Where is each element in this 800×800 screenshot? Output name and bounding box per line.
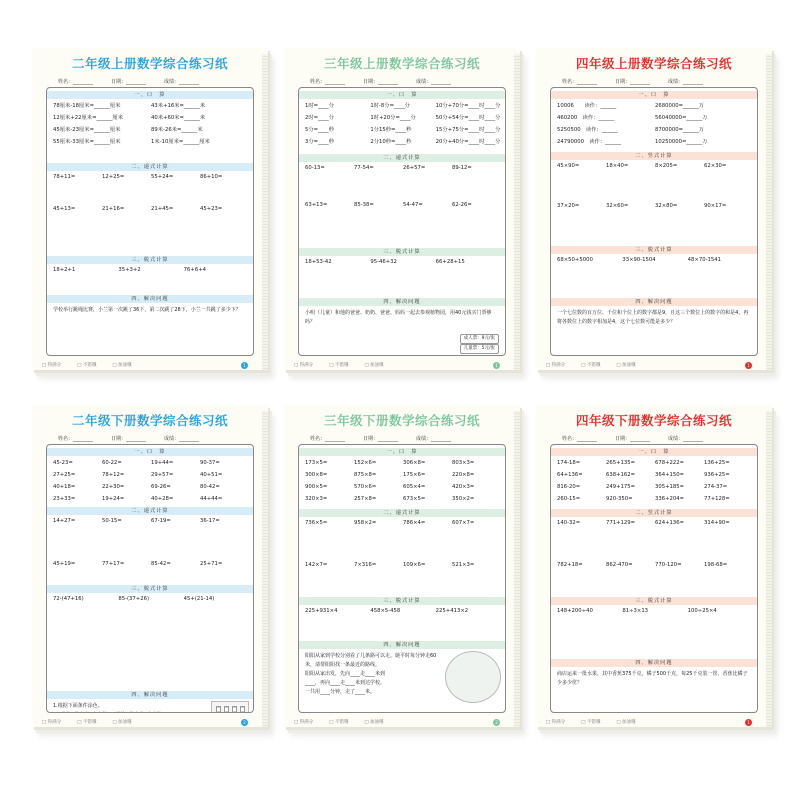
section-header: 四、解决问题 [551, 659, 757, 667]
worksheet-title: 二年级上册数学综合练习纸 [71, 56, 228, 71]
exercise-item: 900×5= [305, 484, 328, 490]
exercise-grid [53, 458, 249, 506]
section-header: 一、口 算 [47, 91, 253, 99]
exercise-panel [46, 444, 254, 713]
date-field[interactable]: 日期：________ [615, 79, 651, 85]
chart-column [224, 706, 229, 713]
page-number: 2 [241, 719, 248, 726]
rating-footer [42, 362, 132, 368]
exercise-item: 37×20= [557, 203, 580, 209]
exercise-item: 35+3+2 [118, 267, 141, 273]
exercise-item: 875×8= [354, 472, 377, 478]
exercise-item: 62×30= [704, 163, 727, 169]
exercise-item: 89-12= [452, 165, 472, 171]
exercise-item: 45厘米-23厘米=______厘米 [53, 127, 121, 133]
page-number: 1 [745, 719, 752, 726]
section-header: 三、脱式计算 [551, 597, 757, 605]
exercise-grid [557, 101, 753, 149]
exercise-item: 21+45= [151, 206, 174, 212]
exercise-item: 85-(37+26) [118, 596, 150, 602]
section-header: 二、递式计算 [47, 163, 253, 171]
exercise-item: 24790000 读作：______ [557, 139, 622, 145]
exercise-item: 76+6+4 [183, 267, 207, 273]
page-number: 1 [493, 362, 500, 369]
chart-column [240, 706, 245, 713]
bar-chart-figure [211, 701, 249, 713]
word-problem: 小明（儿童）和他的爸爸、奶奶、爸爸、妈妈一起去参观植物园，用40元钱买门票够吗？ [305, 310, 492, 325]
worksheet-s4 [32, 405, 268, 727]
student-info [310, 435, 502, 442]
exercise-item: 314+90= [704, 520, 730, 526]
exercise-item: 624+136= [655, 520, 685, 526]
rating-option[interactable]: □ 不错哦 [329, 363, 349, 368]
rating-option[interactable]: □ 不错哦 [581, 363, 601, 368]
exercise-item: 142×7= [305, 562, 328, 568]
exercise-grid [53, 266, 249, 286]
exercise-item: 72-(47+16) [53, 596, 84, 602]
exercise-item: 40+18= [53, 484, 76, 490]
exercise-item: 1米-10厘米=______厘米 [151, 139, 210, 145]
section-header: 二、竖式计算 [551, 509, 757, 517]
exercise-item: 786×4= [403, 520, 426, 526]
exercise-item: 148+200÷40 [557, 608, 593, 614]
exercise-item: 33×90-1504 [622, 257, 656, 263]
exercise-grid [305, 164, 501, 238]
exercise-grid [305, 607, 501, 629]
exercise-item: 570×6= [354, 484, 377, 490]
rating-option[interactable]: □ 不错哦 [77, 363, 97, 368]
exercise-item: 40+51= [200, 472, 223, 478]
exercise-item: 40米+60米=______米 [151, 115, 206, 121]
section-header: 四、解决问题 [299, 298, 505, 306]
exercise-item: 63+13= [305, 202, 328, 208]
exercise-item: 1时-8分=____分 [370, 103, 410, 109]
exercise-item: 67-19= [151, 518, 171, 524]
page-number: 1 [241, 362, 248, 369]
rating-option[interactable]: □ 加油哦 [112, 720, 132, 725]
exercise-item: 19+24= [102, 496, 125, 502]
exercise-item: 81÷3×13 [622, 608, 649, 614]
name-field[interactable]: 姓名：________ [310, 436, 346, 442]
exercise-item: 90×17= [704, 203, 727, 209]
student-info [58, 78, 250, 85]
chart-column [216, 706, 221, 713]
exercise-item: 50-15= [102, 518, 122, 524]
exercise-item: 12厘米+22厘米=______厘米 [53, 115, 124, 121]
page-number: 1 [745, 362, 752, 369]
exercise-item: 10006 读作：______ [557, 103, 617, 109]
exercise-item: 22+30= [102, 484, 125, 490]
section-header: 三、脱式计算 [299, 248, 505, 256]
rating-option[interactable]: □ 加油哦 [364, 363, 384, 368]
worksheet-s6 [536, 405, 772, 727]
exercise-item: 140-32= [557, 520, 581, 526]
chart-column [232, 706, 237, 713]
exercise-grid [557, 256, 753, 280]
exercise-item: 78+11= [53, 174, 76, 180]
exercise-item: 260-15= [557, 496, 581, 502]
date-field[interactable]: 日期：________ [111, 436, 147, 442]
exercise-item: 5250500 读作：______ [557, 127, 618, 133]
exercise-panel [550, 444, 758, 713]
exercise-item: 10250000=______万 [655, 139, 708, 145]
section-header: 四、解决问题 [551, 298, 757, 306]
exercise-grid [557, 162, 753, 242]
date-field[interactable]: 日期：________ [363, 436, 399, 442]
exercise-grid [557, 607, 753, 629]
exercise-item: 5分=____秒 [305, 127, 334, 133]
exercise-item: 607×7= [452, 520, 475, 526]
rating-option[interactable]: □ 不错哦 [329, 720, 349, 725]
exercise-item: 78厘米-18厘米=______厘米 [53, 103, 121, 109]
exercise-item: 19+44= [151, 460, 174, 466]
section-header: 二、递式计算 [299, 154, 505, 162]
score-field[interactable]: 成绩：________ [164, 436, 200, 442]
exercise-item: 2分10秒=____秒 [370, 139, 412, 145]
rating-footer [42, 719, 132, 725]
exercise-item: 803×3= [452, 460, 475, 466]
exercise-item: 45×90= [557, 163, 580, 169]
section-header: 一、口 算 [551, 448, 757, 456]
exercise-item: 45+13= [53, 206, 76, 212]
worksheet-title: 四年级下册数学综合练习纸 [575, 413, 732, 428]
exercise-item: 77+17= [102, 561, 125, 567]
exercise-item: 21+16= [102, 206, 125, 212]
exercise-item: 60-13= [305, 165, 325, 171]
exercise-item: 638+162= [606, 472, 636, 478]
name-field[interactable]: 姓名：________ [562, 436, 598, 442]
exercise-item: 50分+54分=____时____分 [435, 115, 501, 121]
worksheet-s1 [32, 48, 268, 370]
worksheet-title: 二年级下册数学综合练习纸 [71, 413, 228, 428]
exercise-item: 770-120= [655, 562, 682, 568]
exercise-item: 136+25= [704, 460, 730, 466]
exercise-item: 225+413×2 [435, 608, 469, 614]
exercise-item: 782+18= [557, 562, 583, 568]
exercise-item: 69-26= [151, 484, 171, 490]
exercise-grid [305, 458, 501, 506]
section-header: 四、解决问题 [299, 641, 505, 649]
exercise-item: 265+135= [606, 460, 636, 466]
exercise-item: 336+204= [655, 496, 685, 502]
exercise-item: 306×8= [403, 460, 426, 466]
exercise-item: 25+71= [200, 561, 223, 567]
exercise-item: 350×2= [452, 496, 475, 502]
exercise-item: 364+150= [655, 472, 685, 478]
exercise-item: 15分+75分=____时____分 [435, 127, 501, 133]
exercise-item: 60-22= [102, 460, 122, 466]
exercise-item: 55+24= [151, 174, 174, 180]
score-field[interactable]: 成绩：________ [416, 436, 452, 442]
exercise-grid [305, 101, 501, 149]
exercise-item: 77+128= [704, 496, 730, 502]
student-info [562, 435, 754, 442]
exercise-item: 8700000=______万 [655, 127, 705, 133]
exercise-grid [557, 519, 753, 603]
exercise-item: 460200 读作：______ [557, 115, 615, 121]
exercise-item: 18×40= [606, 163, 629, 169]
exercise-item: 23+33= [53, 496, 76, 502]
exercise-item: 225+931×4 [305, 608, 338, 614]
section-header: 三、脱式计算 [47, 585, 253, 593]
exercise-item: 605×4= [403, 484, 426, 490]
exercise-item: 2时=____分 [305, 115, 334, 121]
exercise-item: 109×6= [403, 562, 426, 568]
exercise-grid [53, 101, 249, 149]
rating-footer [294, 719, 384, 725]
exercise-item: 55厘米-33厘米=______厘米 [53, 139, 121, 145]
score-field[interactable]: 成绩：________ [164, 79, 200, 85]
name-field[interactable]: 姓名：________ [310, 79, 346, 85]
rating-option[interactable]: □ 加油哦 [616, 720, 636, 725]
section-header: 一、口 算 [551, 91, 757, 99]
rating-footer [546, 719, 636, 725]
student-info [562, 78, 754, 85]
score-field[interactable]: 成绩：________ [668, 79, 704, 85]
exercise-panel [550, 87, 758, 356]
exercise-item: 18+2+1 [53, 267, 76, 273]
exercise-item: 274-37= [704, 484, 728, 490]
student-info [58, 435, 250, 442]
exercise-item: 18+53-42 [305, 259, 332, 265]
rating-option[interactable]: □ 得满分 [294, 363, 314, 368]
exercise-item: 80-42= [200, 484, 220, 490]
route-map-figure [445, 651, 501, 703]
exercise-item: 174-18= [557, 460, 581, 466]
exercise-item: 173×5= [305, 460, 328, 466]
worksheet-s3 [536, 48, 772, 370]
exercise-grid [557, 458, 753, 506]
exercise-item: 77-54= [354, 165, 374, 171]
section-header: 一、口 算 [299, 448, 505, 456]
exercise-item: 816-20= [557, 484, 581, 490]
exercise-item: 736×5= [305, 520, 328, 526]
exercise-item: 20分+40分=____时____分 [435, 139, 501, 145]
section-header: 三、脱式计算 [551, 246, 757, 254]
exercise-item: 10分+70分=____时____分 [435, 103, 501, 109]
exercise-item: 152×6= [354, 460, 377, 466]
exercise-item: 62-26= [452, 202, 472, 208]
exercise-item: 45-23= [53, 460, 73, 466]
section-header: 四、解决问题 [47, 691, 253, 699]
exercise-item: 862-470= [606, 562, 633, 568]
exercise-item: 3分=____秒 [305, 139, 334, 145]
exercise-item: 89米-26米=______米 [151, 127, 203, 133]
exercise-item: 100÷25×4 [687, 608, 717, 614]
section-header: 二、递式计算 [47, 507, 253, 515]
exercise-grid [53, 173, 249, 237]
exercise-item: 36-17= [200, 518, 220, 524]
exercise-item: 26+57= [403, 165, 426, 171]
exercise-item: 32×60= [606, 203, 629, 209]
page-number: 2 [493, 719, 500, 726]
exercise-item: 29+57= [151, 472, 174, 478]
exercise-item: 43米+16米=______米 [151, 103, 206, 109]
exercise-panel [298, 87, 506, 356]
exercise-item: 2680000=______万 [655, 103, 705, 109]
exercise-item: 771+129= [606, 520, 636, 526]
exercise-item: 44+44= [200, 496, 223, 502]
exercise-item: 300×8= [305, 472, 328, 478]
exercise-item: 1分15秒=____秒 [370, 127, 412, 133]
exercise-item: 220×8= [452, 472, 475, 478]
exercise-item: 32×80= [655, 203, 678, 209]
exercise-item: 8×205= [655, 163, 678, 169]
exercise-item: 175×6= [403, 472, 426, 478]
exercise-item: 521×3= [452, 562, 475, 568]
exercise-item: 1时+20分=____分 [370, 115, 416, 121]
exercise-item: 54-47= [403, 202, 423, 208]
exercise-item: 458×5-458 [370, 608, 401, 614]
worksheet-title: 三年级下册数学综合练习纸 [323, 413, 480, 428]
rating-option[interactable]: □ 加油哦 [112, 363, 132, 368]
section-header: 一、口 算 [299, 91, 505, 99]
exercise-item: 249+175= [606, 484, 636, 490]
date-field[interactable]: 日期：________ [615, 436, 651, 442]
worksheet-s2 [284, 48, 520, 370]
exercise-item: 420×3= [452, 484, 475, 490]
word-problem: 学校举行跳绳比赛，小兰第一次跳了36下，第二次跳了28下，小兰一共跳了多少下？ [53, 307, 241, 313]
exercise-item: 86+10= [200, 174, 223, 180]
exercise-item: 45+23= [200, 206, 223, 212]
exercise-item: 45+(21-14) [183, 596, 215, 602]
exercise-item: 68×50+5000 [557, 257, 593, 263]
exercise-item: 85-42= [151, 561, 171, 567]
exercise-item: 920-350= [606, 496, 633, 502]
exercise-item: 64+136= [557, 472, 583, 478]
exercise-item: 320×3= [305, 496, 328, 502]
worksheet-title: 四年级上册数学综合练习纸 [575, 56, 732, 71]
exercise-item: 14+27= [53, 518, 76, 524]
score-field[interactable]: 成绩：________ [416, 79, 452, 85]
student-info [310, 78, 502, 85]
exercise-item: 40+28= [151, 496, 174, 502]
rating-option[interactable]: □ 不错哦 [77, 720, 97, 725]
exercise-item: 257×8= [354, 496, 377, 502]
worksheet-s5 [284, 405, 520, 727]
section-header: 二、递式计算 [299, 509, 505, 517]
rating-option[interactable]: □ 得满分 [42, 363, 62, 368]
date-field[interactable]: 日期：________ [111, 79, 147, 85]
exercise-item: 958×2= [354, 520, 377, 526]
exercise-item: 85-38= [354, 202, 374, 208]
exercise-item: 66+28+15 [435, 259, 465, 265]
exercise-item: 7×316= [354, 562, 377, 568]
rating-option[interactable]: □ 得满分 [42, 720, 62, 725]
rating-option[interactable]: □ 得满分 [546, 720, 566, 725]
rating-footer [546, 362, 636, 368]
section-header: 二、竖式计算 [551, 152, 757, 160]
word-problem: 阳阳从家到学校分别看了几条路可以走。她平时每分钟走60米，请帮阳阳找一条最近的路线。 阳阳从家出发，先向____走____米到 ____，再向____走____米到达学校。 一共用____分钟，走了____米。 [305, 653, 437, 695]
exercise-grid [53, 595, 249, 617]
section-header: 四、解决问题 [47, 295, 253, 303]
exercise-item: 305+185= [655, 484, 685, 490]
ticket-price: 成人票：9元/张 [460, 334, 499, 344]
rating-option[interactable]: □ 不错哦 [581, 720, 601, 725]
worksheet-title: 三年级上册数学综合练习纸 [323, 56, 480, 71]
section-header: 三、脱式计算 [299, 597, 505, 605]
name-field[interactable]: 姓名：________ [562, 79, 598, 85]
exercise-item: 45+19= [53, 561, 76, 567]
rating-option[interactable]: □ 加油哦 [616, 363, 636, 368]
name-field[interactable]: 姓名：________ [58, 436, 94, 442]
exercise-item: 48×70-1541 [687, 257, 721, 263]
section-header: 一、口 算 [47, 448, 253, 456]
rating-footer [294, 362, 384, 368]
exercise-grid [305, 519, 501, 603]
exercise-item: 198-68= [704, 562, 728, 568]
exercise-item: 936+25= [704, 472, 730, 478]
rating-option[interactable]: □ 得满分 [546, 363, 566, 368]
name-field[interactable]: 姓名：________ [58, 79, 94, 85]
score-field[interactable]: 成绩：________ [668, 436, 704, 442]
exercise-item: 1时=____分 [305, 103, 334, 109]
exercise-panel [298, 444, 506, 713]
exercise-item: 95-46+32 [370, 259, 397, 265]
exercise-item: 27+25= [53, 472, 76, 478]
exercise-item: 12+25= [102, 174, 125, 180]
exercise-panel [46, 87, 254, 356]
exercise-grid [305, 258, 501, 280]
exercise-item: 678+222= [655, 460, 685, 466]
exercise-item: 673×5= [403, 496, 426, 502]
rating-option[interactable]: □ 得满分 [294, 720, 314, 725]
word-problem: 1.根据下面条件涂色。 [53, 703, 103, 709]
word-problem: 一个七位数的百万位、千位和个位上的数字都是9，且这三个数位上的数字的和是4，再将各数位上的数字相加是4，这个七位数可能是多少？ [557, 310, 749, 325]
word-problem: 商店运来一批水果，其中香蕉375千克，橘子500千克，每25千克装一筐，香蕉比橘子少多少筐？ [557, 671, 748, 686]
exercise-item: 78+12= [102, 472, 125, 478]
ticket-price: 儿童票：5元/张 [460, 344, 499, 354]
exercise-item: 90-37= [200, 460, 220, 466]
section-header: 三、脱式计算 [47, 256, 253, 264]
date-field[interactable]: 日期：________ [363, 79, 399, 85]
rating-option[interactable]: □ 加油哦 [364, 720, 384, 725]
exercise-item: 56040000=______万 [655, 115, 708, 121]
